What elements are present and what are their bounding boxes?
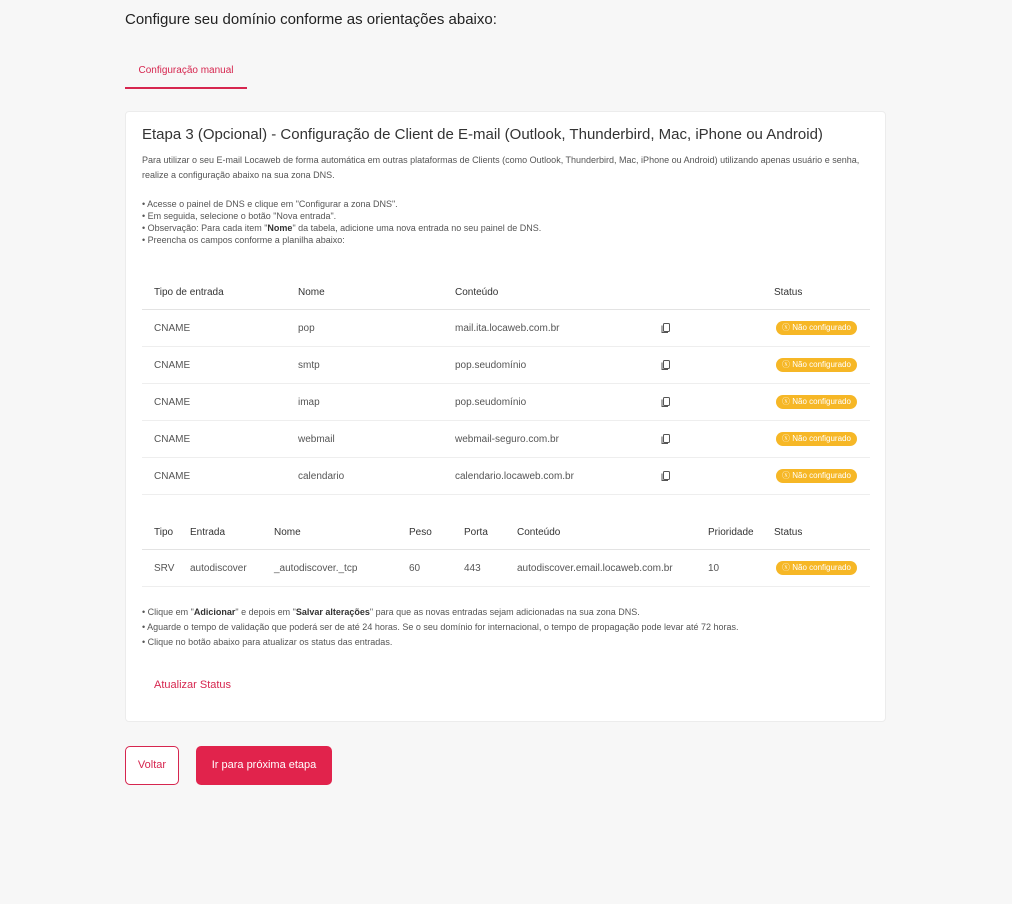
note-item: • Clique em "Adicionar" e depois em "Salvar alterações" para que as novas entradas sejam adicionadas na sua zona DNS. (142, 605, 872, 620)
cell-type: CNAME (154, 360, 191, 371)
header-type: Tipo (154, 527, 174, 538)
cell-port: 443 (464, 563, 481, 574)
header-name: Nome (274, 527, 301, 538)
header-name: Nome (298, 287, 325, 298)
header-port: Porta (464, 527, 488, 538)
table-row (142, 347, 870, 384)
copy-icon[interactable] (660, 433, 672, 445)
tab-manual-configuration[interactable]: Configuração manual (125, 54, 247, 89)
cell-content: webmail-seguro.com.br (455, 434, 559, 445)
x-circle-icon: ⓧ (782, 397, 790, 406)
step-item: • Acesse o painel de DNS e clique em "Configurar a zona DNS". (142, 198, 872, 210)
header-status: Status (774, 527, 803, 538)
cell-name: _autodiscover._tcp (274, 563, 358, 574)
copy-icon[interactable] (660, 470, 672, 482)
card-title: Etapa 3 (Opcional) - Configuração de Client de E-mail (Outlook, Thunderbird, Mac, iPhone ou Android) (142, 126, 823, 143)
copy-icon[interactable] (660, 359, 672, 371)
next-step-button[interactable]: Ir para próxima etapa (196, 746, 332, 785)
cell-content: calendario.locaweb.com.br (455, 471, 574, 482)
step-item: • Observação: Para cada item "Nome" da tabela, adicione uma nova entrada no seu painel de DNS. (142, 222, 872, 234)
x-circle-icon: ⓧ (782, 360, 790, 369)
cell-priority: 10 (708, 563, 720, 574)
cell-content: mail.ita.locaweb.com.br (455, 323, 560, 334)
x-circle-icon: ⓧ (782, 323, 790, 332)
cell-content: pop.seudomínio (455, 360, 527, 371)
cell-type: CNAME (154, 434, 191, 445)
cell-type: SRV (154, 563, 175, 574)
header-priority: Prioridade (708, 527, 754, 538)
header-entry: Entrada (190, 527, 226, 538)
x-circle-icon: ⓧ (782, 471, 790, 480)
cell-name: smtp (298, 360, 320, 371)
update-status-link[interactable]: Atualizar Status (154, 679, 232, 691)
copy-icon[interactable] (660, 396, 672, 408)
header-status: Status (774, 287, 803, 298)
table-header (142, 516, 870, 550)
header-weight: Peso (409, 527, 432, 538)
status-badge: ⓧ Não configurado (776, 395, 857, 409)
cell-content: autodiscover.email.locaweb.com.br (517, 563, 673, 574)
table-row (142, 310, 870, 347)
instruction-steps (142, 198, 872, 246)
tabs (125, 54, 886, 90)
step-item: • Em seguida, selecione o botão "Nova entrada". (142, 210, 872, 222)
copy-icon[interactable] (660, 322, 672, 334)
back-button[interactable]: Voltar (125, 746, 179, 785)
cell-entry: autodiscover (190, 563, 247, 574)
table-row (142, 384, 870, 421)
cell-type: CNAME (154, 471, 191, 482)
page-title: Configure seu domínio conforme as orientações abaixo: (125, 11, 497, 28)
header-content: Conteúdo (517, 527, 561, 538)
status-badge: ⓧ Não configurado (776, 321, 857, 335)
notes-list (142, 605, 872, 650)
cell-name: pop (298, 323, 315, 334)
x-circle-icon: ⓧ (782, 563, 790, 572)
cell-name: webmail (298, 434, 335, 445)
config-card (125, 111, 886, 722)
cell-type: CNAME (154, 397, 191, 408)
header-content: Conteúdo (455, 287, 499, 298)
status-badge: ⓧ Não configurado (776, 358, 857, 372)
cell-name: calendario (298, 471, 345, 482)
table-row (142, 421, 870, 458)
cell-type: CNAME (154, 323, 191, 334)
status-badge: ⓧ Não configurado (776, 432, 857, 446)
cell-name: imap (298, 397, 320, 408)
step-item: • Preencha os campos conforme a planilha abaixo: (142, 234, 872, 246)
status-badge: ⓧ Não configurado (776, 469, 857, 483)
table-row (142, 458, 870, 495)
x-circle-icon: ⓧ (782, 434, 790, 443)
card-description: Para utilizar o seu E-mail Locaweb de forma automática em outras plataformas de Clients (como Outlook, Thunderbird, Mac, iPhone ou Android) utilizando apenas usuário e senha, realize a configuração abaixo na sua zona DNS. (142, 155, 860, 180)
cell-content: pop.seudomínio (455, 397, 527, 408)
header-type: Tipo de entrada (154, 287, 224, 298)
note-item: • Clique no botão abaixo para atualizar os status das entradas. (142, 635, 872, 650)
cell-weight: 60 (409, 563, 421, 574)
table-header (142, 276, 870, 310)
status-badge: ⓧ Não configurado (776, 561, 857, 575)
note-item: • Aguarde o tempo de validação que poderá ser de até 24 horas. Se o seu domínio for internacional, o tempo de propagação pode levar até 72 horas. (142, 620, 872, 635)
table-row (142, 550, 870, 587)
